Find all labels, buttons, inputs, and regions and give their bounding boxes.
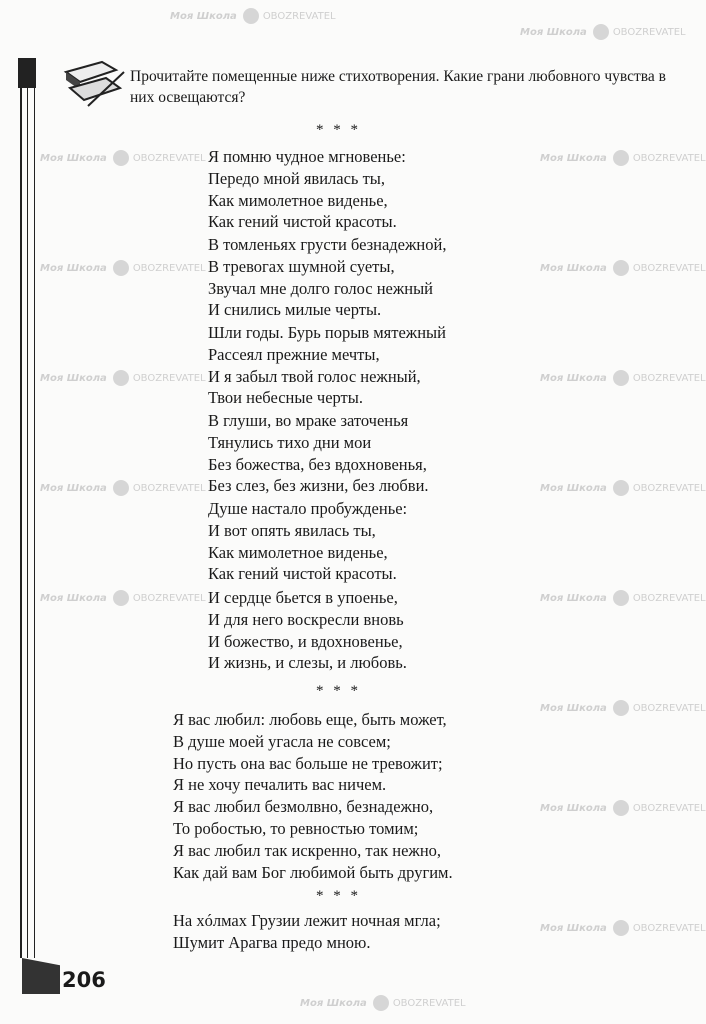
watermark-brand: OBOZREVATEL — [132, 153, 206, 164]
poem-2 — [173, 709, 453, 883]
poem-line: Рассеял прежние мечты, — [208, 344, 380, 364]
poem-line: Как мимолетное виденье, — [208, 190, 388, 210]
watermark — [540, 480, 706, 497]
watermark-brand: OBOZREVATEL — [132, 593, 206, 604]
watermark-brand: Моя Школа — [540, 923, 607, 934]
poem-line: На хóлмах Грузии лежит ночная мгла; — [173, 911, 441, 930]
watermark-brand: Моя Школа — [40, 373, 107, 384]
watermark-logo-icon — [613, 800, 629, 816]
poem-line: Как дай вам Бог любимой быть другим. — [173, 862, 453, 882]
poem-line: В тревогах шумной суеты, — [208, 256, 395, 276]
watermark — [520, 24, 686, 41]
watermark-brand: Моя Школа — [40, 263, 107, 274]
watermark-brand: Моя Школа — [40, 483, 107, 494]
border-line — [27, 88, 28, 958]
poem-line: И снились милые черты. — [208, 300, 382, 320]
stanza — [208, 146, 406, 233]
poem-line: Тянулись тихо дни мои — [208, 432, 372, 452]
watermark-brand: OBOZREVATEL — [632, 373, 706, 384]
separator: * * * — [316, 122, 361, 138]
watermark — [40, 150, 206, 167]
watermark-logo-icon — [613, 920, 629, 936]
watermark-brand: Моя Школа — [300, 998, 367, 1009]
poem-line: Я вас любил: любовь еще, быть может, — [173, 710, 447, 729]
watermark-brand: OBOZREVATEL — [262, 11, 336, 22]
watermark-brand: OBOZREVATEL — [632, 483, 706, 494]
poem-line: Звучал мне долго голос нежный — [208, 278, 434, 298]
watermark-brand: OBOZREVATEL — [132, 263, 206, 274]
page-number: 206 — [62, 968, 106, 992]
poem-line: Шумит Арагва предо мною. — [173, 932, 371, 952]
watermark-brand: OBOZREVATEL — [632, 923, 706, 934]
poem-line: Передо мной явилась ты, — [208, 168, 386, 188]
border-line — [20, 88, 22, 958]
poem-line: Душе настало пробужденье: — [208, 499, 408, 518]
poem-line: Без слез, без жизни, без любви. — [208, 476, 429, 496]
watermark-brand: Моя Школа — [540, 153, 607, 164]
watermark-brand: OBOZREVATEL — [632, 153, 706, 164]
poem-line: Как мимолетное виденье, — [208, 542, 388, 562]
poem-line: Как гений чистой красоты. — [208, 212, 397, 232]
watermark-logo-icon — [113, 260, 129, 276]
watermark-logo-icon — [613, 480, 629, 496]
poem-line: Я помню чудное мгновенье: — [208, 147, 406, 166]
watermark-brand: OBOZREVATEL — [612, 27, 686, 38]
watermark-brand: OBOZREVATEL — [132, 483, 206, 494]
watermark — [40, 480, 206, 497]
watermark-brand: Моя Школа — [540, 373, 607, 384]
watermark-logo-icon — [113, 480, 129, 496]
poem-line: И жизнь, и слезы, и любовь. — [208, 653, 407, 673]
watermark-brand: Моя Школа — [540, 483, 607, 494]
watermark — [540, 590, 706, 607]
task-question: Прочитайте помещенные ниже стихотворения. Какие грани любовного чувства в них освещаются? — [130, 68, 666, 106]
fan-ornament-icon — [22, 958, 60, 994]
poem-line: В глуши, во мраке заточенья — [208, 411, 409, 430]
stanza — [208, 587, 407, 674]
poem-line: В томленьях грусти безнадежной, — [208, 235, 447, 254]
stanza — [208, 498, 407, 585]
watermark-brand: Моя Школа — [40, 593, 107, 604]
watermark-brand: OBOZREVATEL — [632, 803, 706, 814]
watermark — [40, 370, 206, 387]
watermark-logo-icon — [113, 590, 129, 606]
watermark-brand: Моя Школа — [520, 27, 587, 38]
separator: * * * — [316, 683, 361, 699]
watermark-brand: OBOZREVATEL — [632, 593, 706, 604]
poem-line: И божество, и вдохновенье, — [208, 631, 403, 651]
stanza — [208, 322, 446, 409]
watermark-brand: Моя Школа — [540, 263, 607, 274]
watermark-logo-icon — [613, 260, 629, 276]
watermark-brand: Моя Школа — [40, 153, 107, 164]
watermark-brand: OBOZREVATEL — [132, 373, 206, 384]
watermark-logo-icon — [593, 24, 609, 40]
stanza — [208, 410, 429, 497]
watermark-brand: OBOZREVATEL — [632, 703, 706, 714]
watermark — [300, 995, 466, 1012]
watermark-logo-icon — [373, 995, 389, 1011]
watermark-brand: OBOZREVATEL — [392, 998, 466, 1009]
poem-line: То робостью, то ревностью томим; — [173, 818, 419, 838]
poem-line: И для него воскресли вновь — [208, 609, 404, 629]
watermark-logo-icon — [613, 590, 629, 606]
poem-line: Я вас любил так искренно, так нежно, — [173, 840, 442, 860]
watermark-brand: Моя Школа — [540, 803, 607, 814]
watermark — [170, 8, 336, 25]
watermark-brand: Моя Школа — [540, 593, 607, 604]
watermark-brand: Моя Школа — [540, 703, 607, 714]
poem-line: И сердце бьется в упоенье, — [208, 588, 398, 607]
poem-line: Шли годы. Бурь порыв мятежный — [208, 323, 446, 342]
watermark — [540, 370, 706, 387]
poem-line: В душе моей угасла не совсем; — [173, 731, 391, 751]
watermark-logo-icon — [613, 150, 629, 166]
watermark — [40, 590, 206, 607]
watermark-brand: Моя Школа — [170, 11, 237, 22]
watermark-logo-icon — [243, 8, 259, 24]
watermark-logo-icon — [113, 150, 129, 166]
poem-line: Я не хочу печалить вас ничем. — [173, 775, 387, 795]
watermark-logo-icon — [613, 700, 629, 716]
watermark — [540, 260, 706, 277]
watermark — [540, 920, 706, 937]
stanza — [208, 234, 446, 321]
watermark — [540, 150, 706, 167]
watermark-brand: OBOZREVATEL — [632, 263, 706, 274]
poem-line: Твои небесные черты. — [208, 388, 363, 408]
poem-3 — [173, 910, 441, 954]
poem-line: И вот опять явилась ты, — [208, 520, 376, 540]
separator: * * * — [316, 888, 361, 904]
corner-ornament-icon — [18, 58, 36, 88]
poem-line: Я вас любил безмолвно, безнадежно, — [173, 797, 434, 817]
watermark-logo-icon — [113, 370, 129, 386]
border-line — [34, 88, 35, 958]
poem-line: Без божества, без вдохновенья, — [208, 454, 427, 474]
watermark — [40, 260, 206, 277]
watermark-logo-icon — [613, 370, 629, 386]
watermark — [540, 700, 706, 717]
poem-line: Как гений чистой красоты. — [208, 564, 397, 584]
watermark — [540, 800, 706, 817]
books-quill-icon — [58, 58, 128, 110]
poem-line: Но пусть она вас больше не тревожит; — [173, 753, 443, 773]
poem-line: И я забыл твой голос нежный, — [208, 366, 421, 386]
